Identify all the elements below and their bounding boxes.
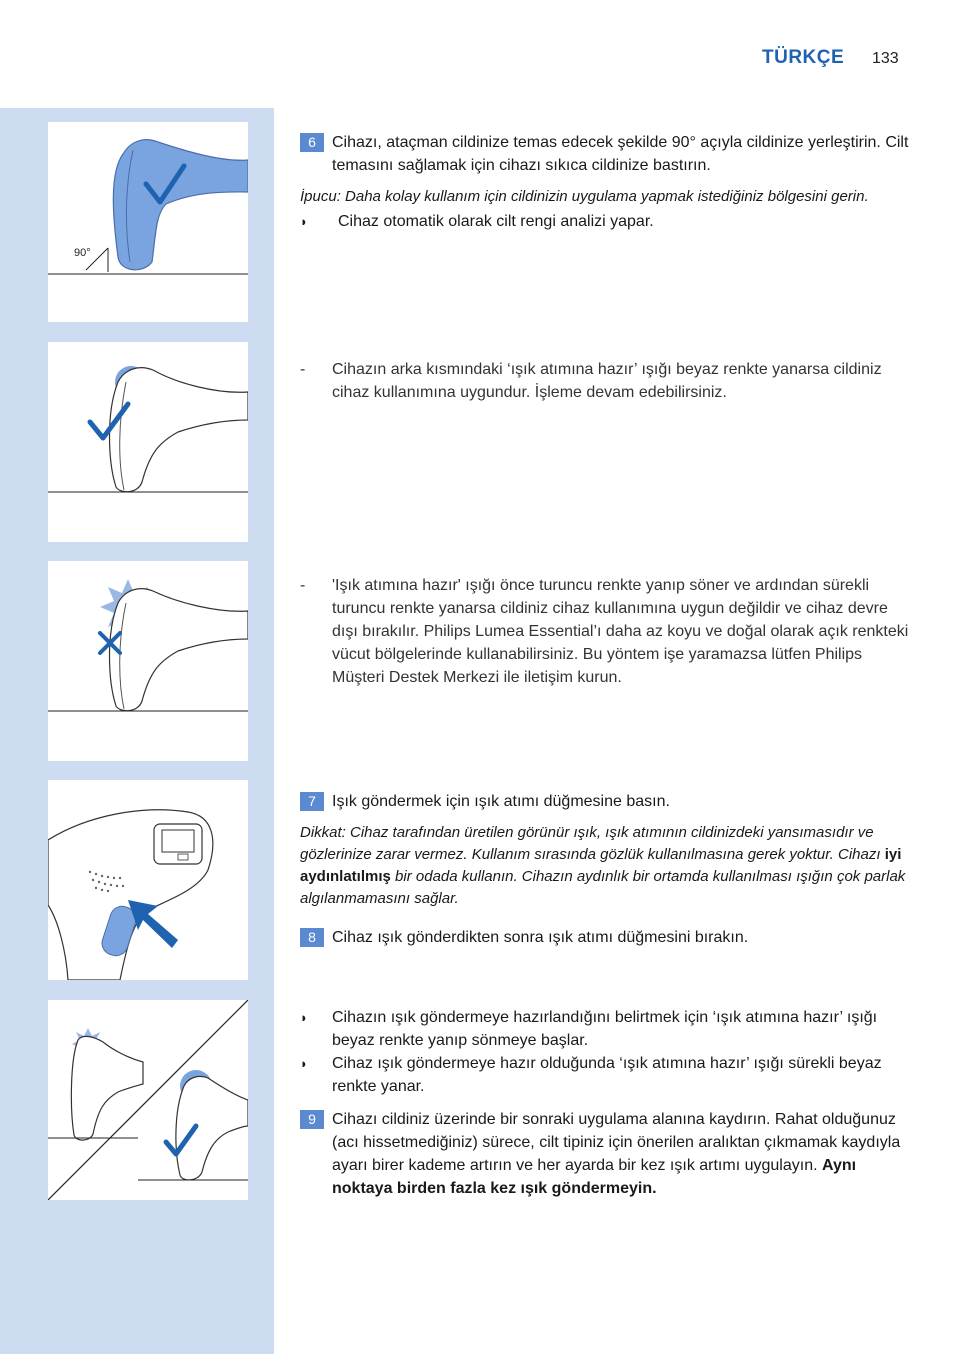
angle-label: 90° — [74, 247, 91, 259]
step-number: 7 — [300, 792, 324, 811]
step-7 — [300, 790, 910, 910]
step-number: 8 — [300, 928, 324, 947]
step-9 — [300, 1108, 910, 1200]
figure-sliding-device — [48, 1000, 248, 1200]
pointer-notch — [248, 788, 274, 816]
step-text: Cihazı cildiniz üzerinde bir sonraki uygulama alanına kaydırın. Rahat olduğunuz (acı hissetmediğiniz) sürece, cilt tipiniz için önerilen aralıktan çıkmamak kaydıyla ayarı birer kademe artırın ve her ayarda bir kez ışık artımı uygulayın. — [332, 1111, 901, 1174]
dash-item-white-light — [300, 358, 910, 404]
caution-emphasis: iyi aydınlatılmış — [300, 846, 902, 885]
dash-item-orange-light — [300, 574, 910, 689]
ready-light-bullets — [300, 1006, 910, 1098]
step-text: Cihaz ışık gönderdikten sonra ışık atımı düğmesini bırakın. — [332, 929, 749, 946]
tip-text: İpucu: Daha kolay kullanım için cildinizin uygulama yapmak istediğiniz bölgesini gerin. — [300, 188, 869, 205]
page-number: 133 — [872, 50, 899, 67]
list-item: ◗ Cihazın ışık göndermeye hazırlandığını belirtmek için ‘ışık atımına hazır’ ışığı beyaz renkte yanıp sönmeye başlar. — [300, 1006, 910, 1052]
step-text: Cihazı, ataçman cildinize temas edecek şekilde 90° açıyla cildinize yerleştirin. Cilt temasını sağlamak için cihazı sıkıca cildinize bastırın. — [332, 134, 909, 174]
bullet-marker: ◗ — [300, 214, 308, 229]
step-warning: Aynı noktaya birden fazla kez ışık göndermeyin. — [332, 1157, 857, 1197]
result-bullet — [300, 210, 910, 233]
result-text: Cihaz otomatik olarak cilt rengi analizi yapar. — [338, 213, 654, 230]
list-item: ◗ Cihaz ışık göndermeye hazır olduğunda ‘ışık atımına hazır’ ışığı sürekli beyaz renkte yanar. — [300, 1052, 910, 1098]
figure-press-button — [48, 780, 248, 980]
pointer-notch — [248, 350, 274, 378]
dash-text: Cihazın arka kısmındaki ‘ışık atımına hazır’ ışığı beyaz renkte yanarsa cildiniz cihaz kullanımına uygundur. İşleme devam edebilirsiniz. — [332, 361, 882, 401]
dash-marker: - — [300, 577, 306, 594]
bullet-marker: ◗ — [300, 1056, 308, 1071]
pointer-notch — [248, 1008, 274, 1036]
step-8 — [300, 926, 910, 949]
pointer-notch — [248, 569, 274, 597]
figure-light-white — [48, 342, 248, 542]
step-6 — [300, 131, 910, 233]
figure-light-orange — [48, 561, 248, 761]
step-number: 6 — [300, 133, 324, 152]
dash-text: 'Işık atımına hazır' ışığı önce turuncu renkte yanıp söner ve ardından sürekli turuncu renkte yanarsa cildiniz cihaz kullanımına uygun değildir ve cihaz devre dışı bırakılır. Philips Lumea Essential’ı daha az koyu ve doğal olarak açık renkteki vücut bölgelerinde kullanabilirsiniz. Bu yöntem işe yaramazsa lütfen Philips Müşteri Destek Merkezi ile iletişim kurun. — [332, 577, 909, 686]
figure-device-90-degree — [48, 122, 248, 322]
header-language: TÜRKÇE — [762, 47, 845, 68]
step-number: 9 — [300, 1110, 324, 1129]
caution-text: Dikkat: Cihaz tarafından üretilen görünür ışık, ışık atımının cildinizdeki yansımasıdır ve gözlerinize zarar vermez. Kullanım sırasında gözlük kullanılmasına gerek yoktur. Cihazı iyi aydınlatılmış bir odada kullanın. Cihazın aydınlık bir ortamda kullanılması ışığın çok parlak algılanmamasını sağlar. — [300, 824, 906, 907]
bullet-marker: ◗ — [300, 1010, 308, 1025]
dash-marker: - — [300, 361, 306, 378]
step-text: Işık göndermek için ışık atımı düğmesine basın. — [332, 793, 670, 810]
pointer-notch — [248, 130, 274, 158]
